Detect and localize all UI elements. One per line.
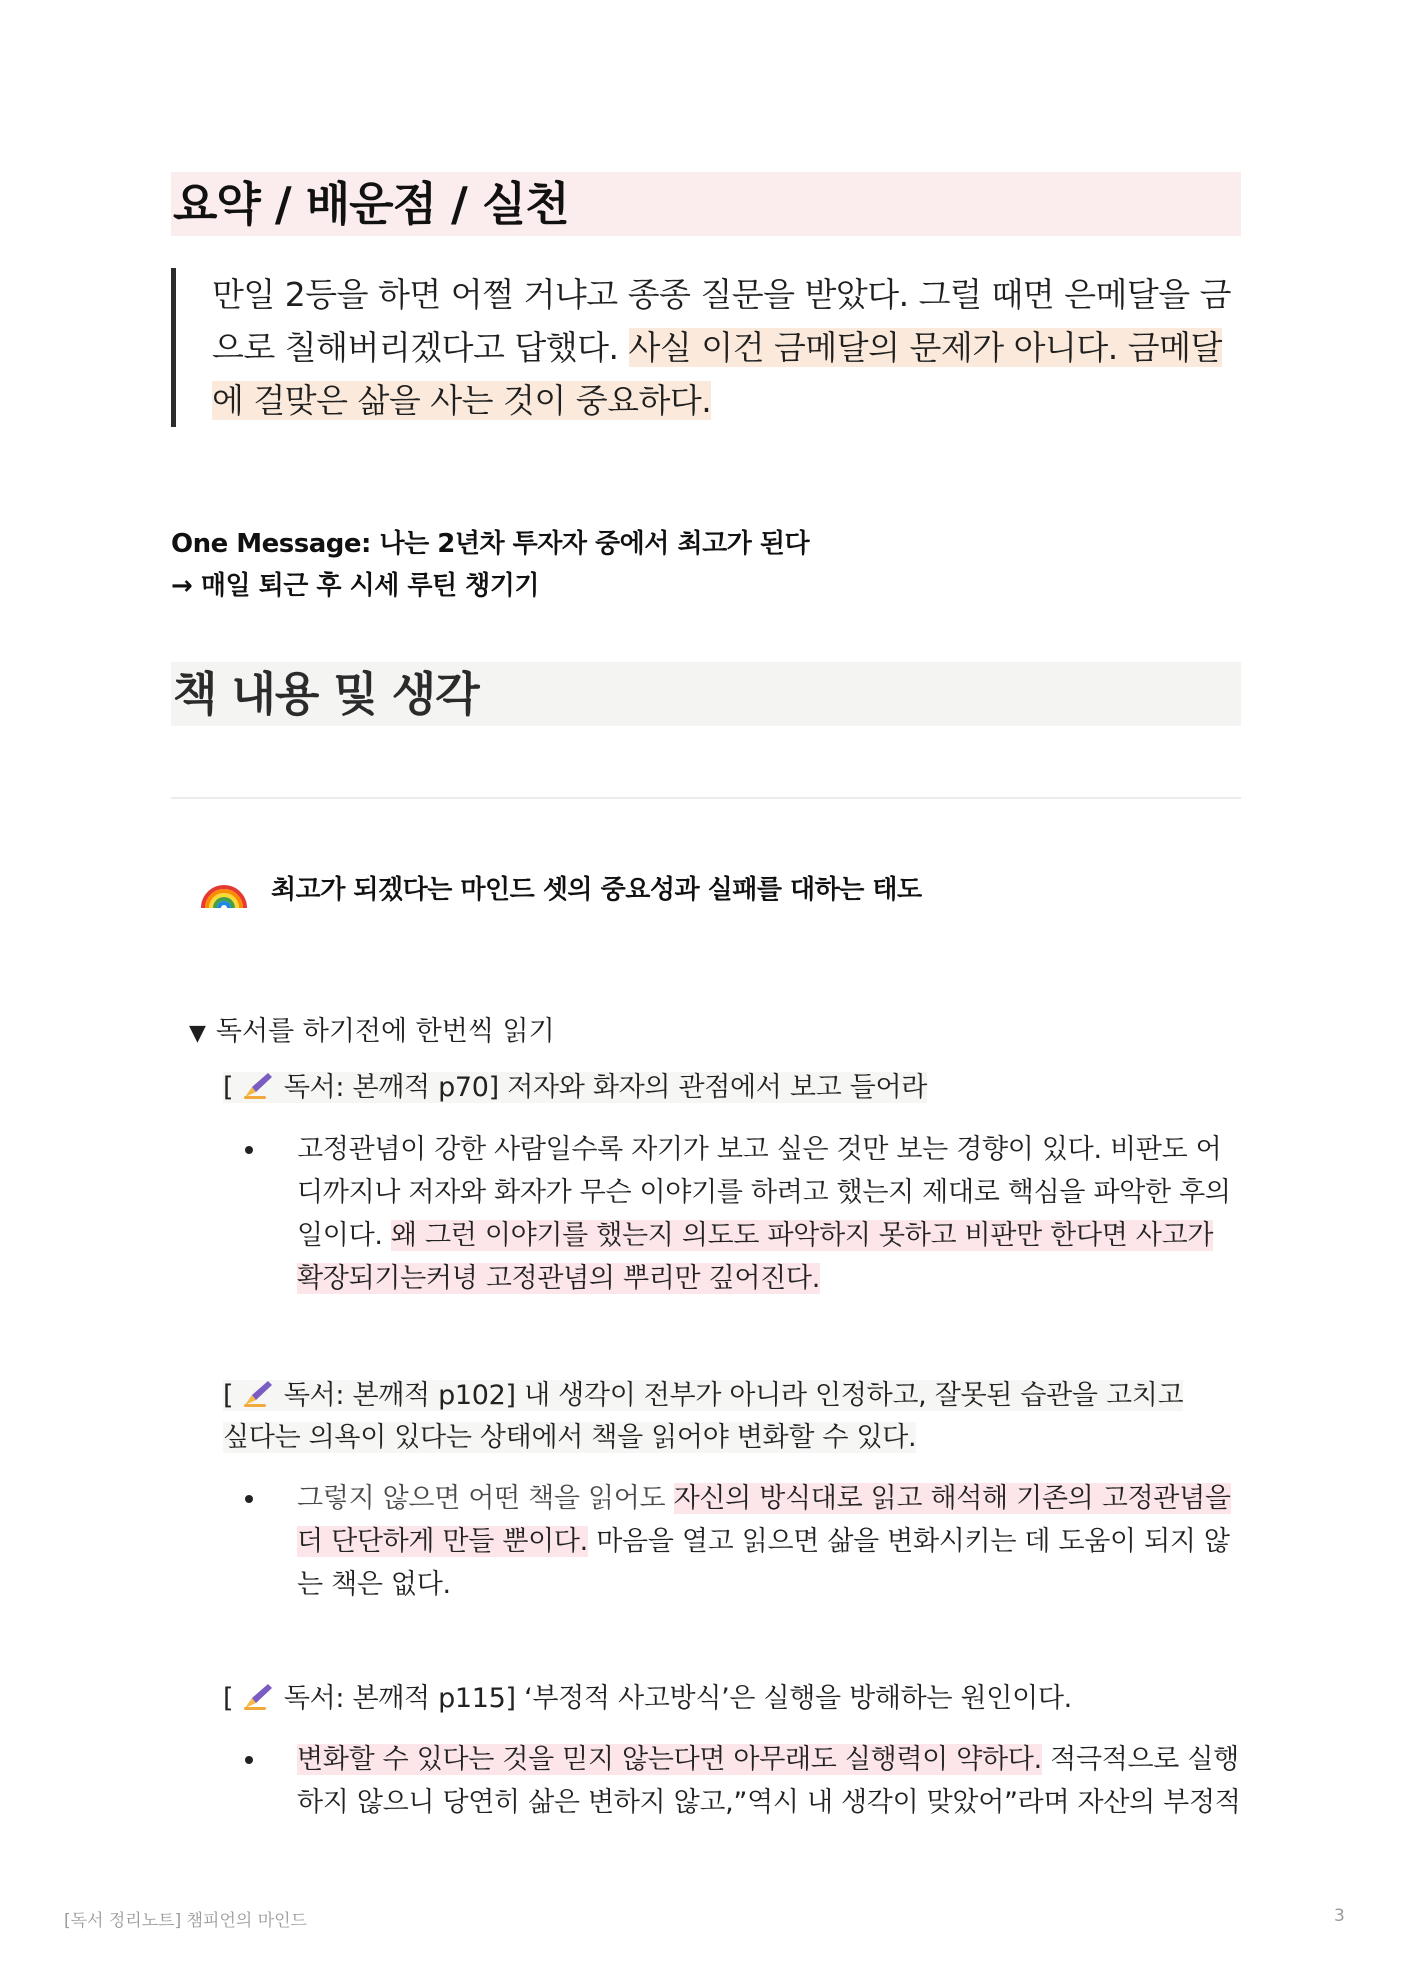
toggle-arrow-icon[interactable]: ▼	[189, 1021, 206, 1046]
writing-hand-icon	[242, 1378, 276, 1408]
list-item	[245, 1738, 1241, 1824]
note-reference	[223, 1678, 1213, 1720]
writing-hand-icon	[242, 1070, 276, 1100]
bullet-highlight: 자신의 방식대로 읽고 해석해 기존의 고정관념을 더 단단하게 만들 뿐이다.	[297, 1483, 1231, 1557]
bullet-highlight: 왜 그런 이야기를 했는지 의도도 파악하지 못하고 비판만 한다면 사고가 확장되기는커녕 고정관념의 뿌리만 깊어진다.	[297, 1220, 1214, 1294]
ref-bracket: [	[223, 1683, 242, 1714]
callout	[199, 862, 922, 912]
list-item	[245, 1128, 1241, 1300]
ref-text: 독서: 본깨적 p70] 저자와 화자의 관점에서 보고 들어라	[275, 1072, 928, 1103]
list-item	[245, 1477, 1241, 1606]
ref-text: 독서: 본깨적 p115] ‘부정적 사고방식’은 실행을 방해하는 원인이다.	[275, 1683, 1072, 1714]
bullet-highlight: 변화할 수 있다는 것을 믿지 않는다면 아무래도 실행력이 약하다.	[297, 1744, 1042, 1775]
divider	[171, 797, 1241, 799]
rainbow-icon	[199, 862, 249, 912]
footer-title: [독서 정리노트] 챔피언의 마인드	[64, 1911, 307, 1931]
writing-hand-icon	[242, 1681, 276, 1711]
quote-block	[171, 268, 1241, 427]
callout-text: 최고가 되겠다는 마인드 셋의 중요성과 실패를 대하는 태도	[271, 874, 922, 905]
quote-text-highlight: 사실 이건 금메달의 문제가 아니다. 금메달에 걸맞은 삶을 사는 것이 중요하다.	[212, 328, 1222, 420]
summary-heading: 요약 / 배운점 / 실천	[171, 172, 1241, 236]
bullet-dot	[245, 1756, 253, 1764]
bullet-text: 마음을 열고 읽으면 삶을 변화시키는 데 도움이 되지 않는 책은 없다.	[297, 1526, 1230, 1600]
ref-text: 독서: 본깨적 p102] 내 생각이 전부가 아니라 인정하고, 잘못된 습관을 고치고 싶다는 의욕이 있다는 상태에서 책을 읽어야 변화할 수 있다.	[223, 1380, 1184, 1453]
one-message	[171, 523, 809, 607]
quote-text-plain: 만일 2등을 하면 어쩔 거냐고 종종 질문을 받았다. 그럴 때면 은메달을 금으로 칠해버리겠다고 답했다.	[212, 275, 1231, 367]
one-message-line: One Message: 나는 2년차 투자자 중에서 최고가 된다	[171, 529, 810, 559]
action-line: → 매일 퇴근 후 시세 루틴 챙기기	[171, 571, 539, 601]
note-reference	[223, 1067, 1213, 1109]
bullet-dot	[245, 1495, 253, 1503]
content-heading: 책 내용 및 생각	[171, 662, 1241, 726]
toggle-reading-guide[interactable]	[189, 1010, 555, 1056]
bullet-dot	[245, 1146, 253, 1154]
ref-bracket: [	[223, 1072, 242, 1103]
ref-bracket: [	[223, 1380, 242, 1411]
toggle-label: 독서를 하기전에 한번씩 읽기	[215, 1016, 555, 1047]
note-reference	[223, 1375, 1213, 1459]
bullet-text: 고정관념이 강한 사람일수록 자기가 보고 싶은 것만 보는 경향이 있다. 비판도 어디까지나 저자와 화자가 무슨 이야기를 하려고 했는지 제대로 핵심을 파악한 후의 일이다.	[297, 1134, 1231, 1251]
page-number: 3	[1334, 1906, 1345, 1926]
bullet-text: 적극적으로 실행하지 않으니 당연히 삶은 변하지 않고,”역시 내 생각이 맞았어”라며 자산의 부정적	[297, 1744, 1241, 1818]
bullet-text: 그렇지 않으면 어떤 책을 읽어도	[297, 1483, 674, 1514]
